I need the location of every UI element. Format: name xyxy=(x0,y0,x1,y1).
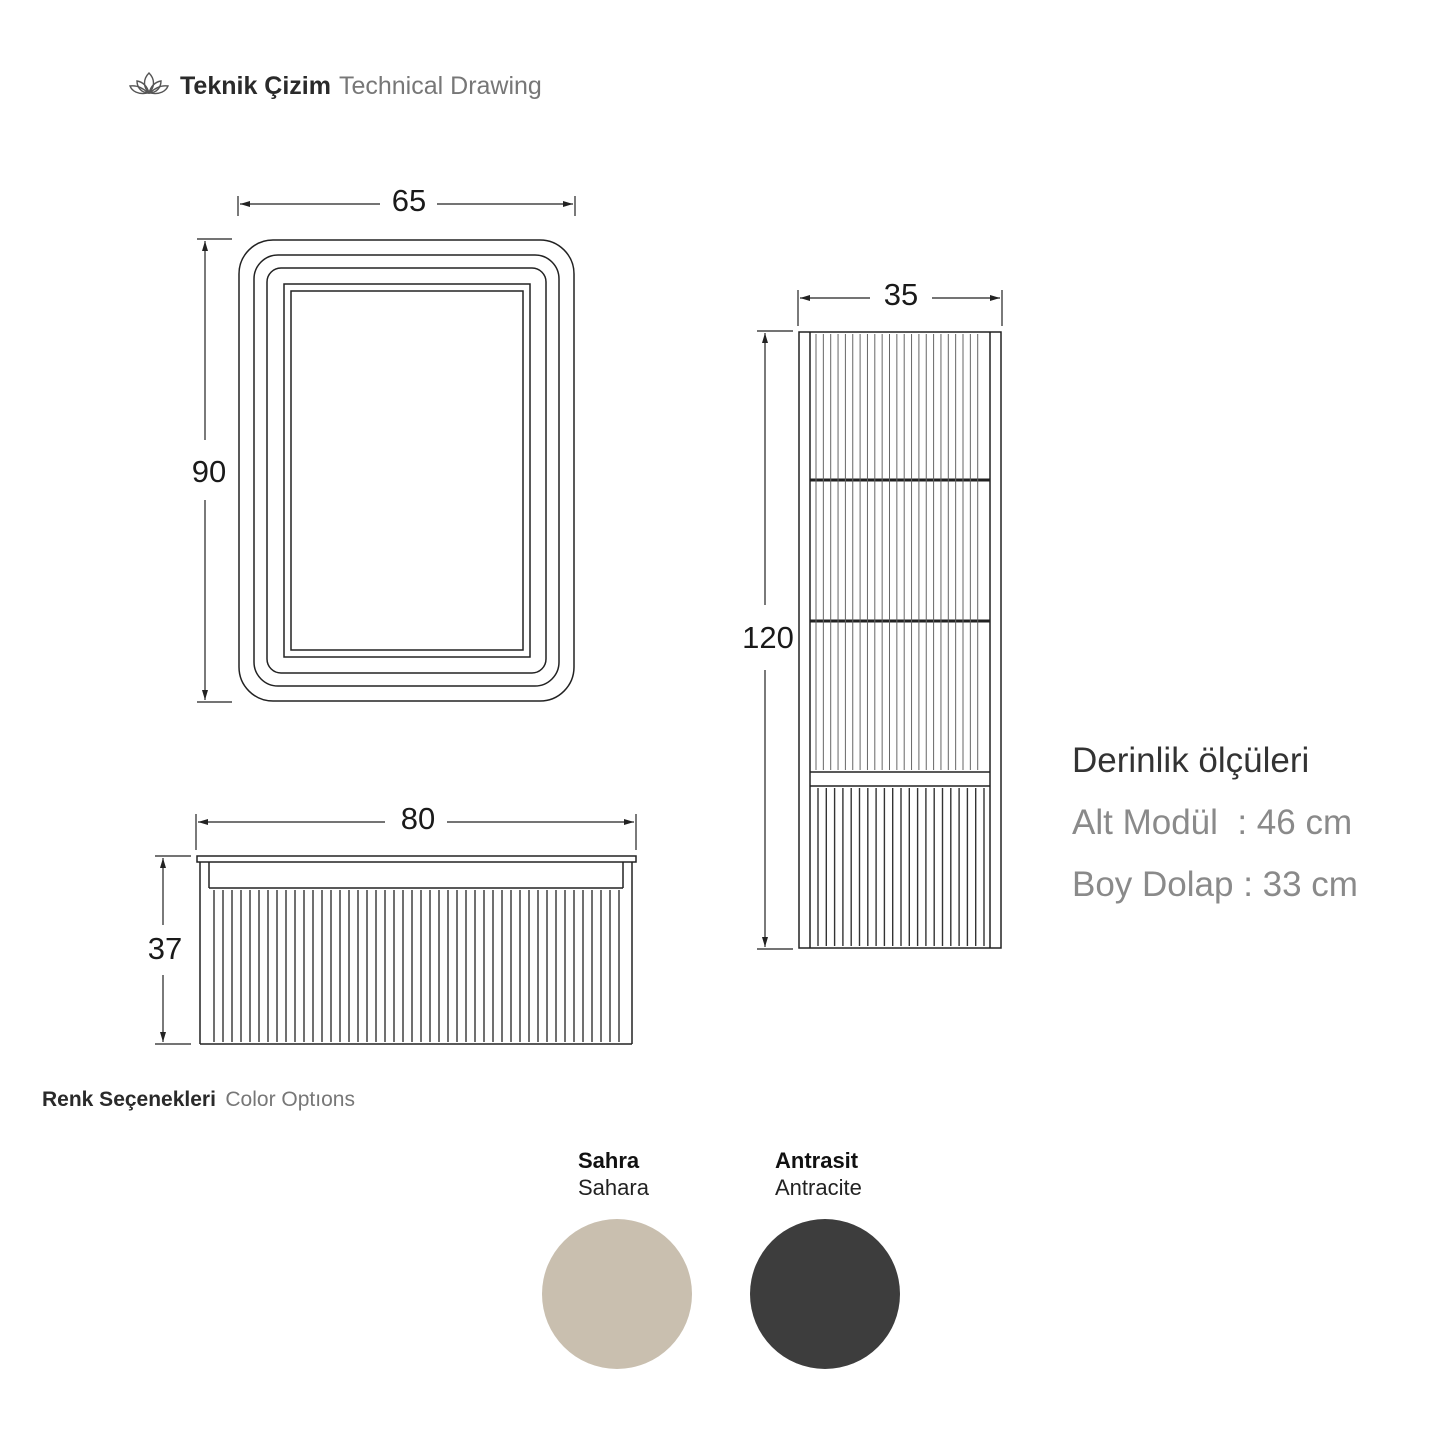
color-options-heading-en: Color Optıons xyxy=(225,1088,355,1111)
header-title-tr: Teknik Çizim xyxy=(180,71,331,100)
color-name-en: Antracite xyxy=(775,1175,862,1200)
color-option-label-sahra xyxy=(578,1147,649,1201)
color-options-heading-tr: Renk Seçenekleri xyxy=(42,1088,216,1111)
depth-line-boy-dolap: Boy Dolap : 33 cm xyxy=(1072,865,1358,904)
tall-cabinet-lower-flutes xyxy=(818,788,984,946)
mirror-drawing xyxy=(239,240,574,701)
depth-title: Derinlik ölçüleri xyxy=(1072,741,1310,780)
color-swatch-sahra[interactable] xyxy=(542,1219,692,1369)
depth-measurements xyxy=(1072,730,1358,916)
tall-cabinet-height-label: 120 xyxy=(742,620,794,655)
base-unit-height-label: 37 xyxy=(147,931,183,966)
base-unit-width-label: 80 xyxy=(400,801,436,836)
tall-cabinet-upper-flutes xyxy=(816,334,978,770)
tall-cabinet-width-label: 35 xyxy=(883,277,919,312)
mirror-height-label: 90 xyxy=(191,454,227,489)
color-name-tr: Sahra xyxy=(578,1148,640,1173)
color-swatch-antrasit[interactable] xyxy=(750,1219,900,1369)
color-option-label-antrasit xyxy=(775,1147,862,1201)
color-options-heading xyxy=(42,1088,355,1112)
base-unit-flutes xyxy=(214,890,619,1042)
header-title-en: Technical Drawing xyxy=(338,71,542,100)
base-unit-drawing xyxy=(197,856,636,1044)
color-name-tr: Antrasit xyxy=(775,1148,859,1173)
depth-line-alt-modul: Alt Modül : 46 cm xyxy=(1072,803,1353,842)
mirror-width-label: 65 xyxy=(391,183,427,218)
color-name-en: Sahara xyxy=(578,1175,649,1200)
